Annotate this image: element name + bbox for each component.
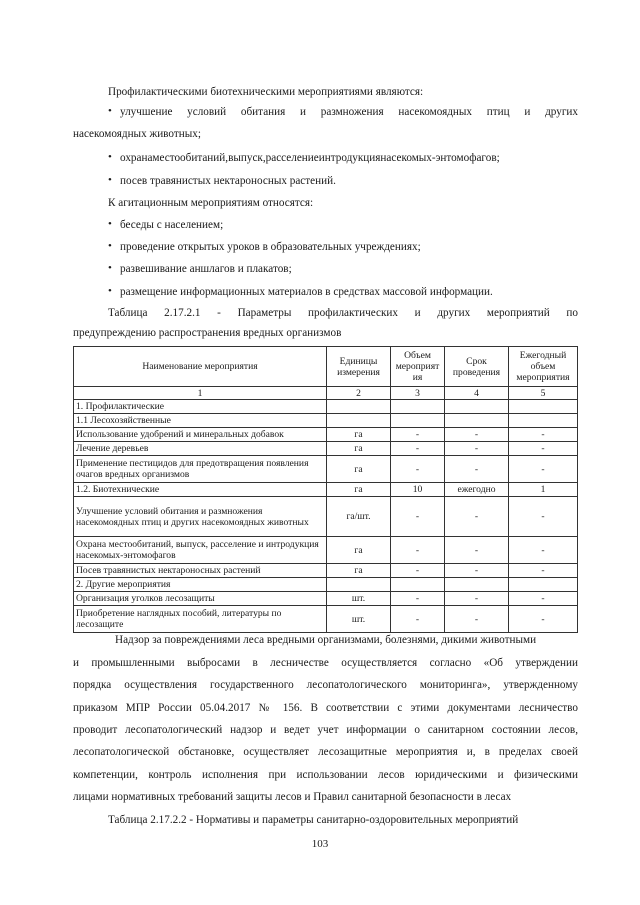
header-units: Единицы измерения bbox=[327, 347, 391, 387]
table1-caption-continuation: предупреждению распространения вредных организмов bbox=[73, 327, 342, 339]
cell-units: шт. bbox=[327, 592, 391, 606]
bullet-text: улучшение условий обитания и размножения насекомоядных птиц и других bbox=[120, 106, 578, 118]
table-row bbox=[74, 428, 578, 442]
cell-name: 2. Другие мероприятия bbox=[74, 578, 327, 592]
paragraph-line: и промышленными выбросами в лесничестве осуществляется согласно «Об утверждении bbox=[73, 657, 578, 669]
paragraph-line: лицами нормативных требований защиты лесов и Правил санитарной безопасности в лесах bbox=[73, 791, 512, 803]
cell-volume: - bbox=[391, 606, 445, 633]
page-number: 103 bbox=[311, 838, 329, 850]
cell-term: - bbox=[445, 497, 509, 537]
cell-units: га bbox=[327, 564, 391, 578]
cell-volume: 10 bbox=[391, 483, 445, 497]
table-row bbox=[74, 497, 578, 537]
table-row bbox=[74, 564, 578, 578]
cell-annual: - bbox=[509, 497, 578, 537]
cell-annual: - bbox=[509, 456, 578, 483]
cell-volume: - bbox=[391, 442, 445, 456]
paragraph-line: приказом МПР России 05.04.2017 № 156. В соответствии с этими документами лесничество bbox=[73, 702, 578, 714]
cell-volume bbox=[391, 414, 445, 428]
paragraph-line: порядка осуществления государственного лесопатологического мониторинга», утвержденному bbox=[73, 679, 578, 691]
cell-term bbox=[445, 400, 509, 414]
cell-term: - bbox=[445, 592, 509, 606]
table2-caption: Таблица 2.17.2.2 - Нормативы и параметры санитарно-оздоровительных мероприятий bbox=[108, 814, 519, 826]
column-number: 5 bbox=[509, 387, 578, 400]
table-header-row bbox=[74, 347, 578, 387]
cell-name: 1. Профилактические bbox=[74, 400, 327, 414]
bullet-marker: • bbox=[108, 174, 112, 186]
cell-units bbox=[327, 400, 391, 414]
cell-volume: - bbox=[391, 564, 445, 578]
paragraph-line: компетенции, контроль исполнения при использовании лесов юридическими и физическими bbox=[73, 769, 578, 781]
cell-volume: - bbox=[391, 428, 445, 442]
header-volume: Объем мероприят ия bbox=[391, 347, 445, 387]
measures-table bbox=[73, 346, 578, 633]
cell-annual bbox=[509, 578, 578, 592]
paragraph-line: лесопатологической обстановке, осуществляет лесозащитные мероприятия и, в пределах своей bbox=[73, 746, 578, 758]
cell-annual: - bbox=[509, 537, 578, 564]
bullet-marker: • bbox=[108, 262, 112, 274]
header-term: Срок проведения bbox=[445, 347, 509, 387]
cell-units bbox=[327, 414, 391, 428]
header-name: Наименование мероприятия bbox=[74, 347, 327, 387]
bullet-marker: • bbox=[108, 285, 112, 297]
cell-volume: - bbox=[391, 497, 445, 537]
cell-term: - bbox=[445, 442, 509, 456]
column-number: 1 bbox=[74, 387, 327, 400]
cell-term: ежегодно bbox=[445, 483, 509, 497]
cell-name: Организация уголков лесозащиты bbox=[74, 592, 327, 606]
paragraph-line: Надзор за повреждениями леса вредными организмами, болезнями, дикими животными bbox=[115, 634, 537, 646]
cell-term: - bbox=[445, 537, 509, 564]
cell-annual bbox=[509, 414, 578, 428]
paragraph-line: проводит лесопатологический надзор и ведет учет информации о санитарном состоянии лесов, bbox=[73, 724, 578, 736]
cell-units: га bbox=[327, 442, 391, 456]
cell-annual: - bbox=[509, 564, 578, 578]
cell-term: - bbox=[445, 456, 509, 483]
bullet-text: проведение открытых уроков в образовательных учреждениях; bbox=[120, 241, 421, 253]
bullet-text: охранаместообитаний,выпуск,расселениеинтродукциянасекомых-энтомофагов; bbox=[120, 152, 500, 164]
cell-name: 1.1 Лесохозяйственные bbox=[74, 414, 327, 428]
table-row bbox=[74, 578, 578, 592]
cell-term bbox=[445, 578, 509, 592]
table-row bbox=[74, 606, 578, 633]
bullet-marker: • bbox=[108, 218, 112, 230]
cell-name: Использование удобрений и минеральных добавок bbox=[74, 428, 327, 442]
column-number: 3 bbox=[391, 387, 445, 400]
column-number: 4 bbox=[445, 387, 509, 400]
cell-units: га bbox=[327, 456, 391, 483]
cell-volume: - bbox=[391, 592, 445, 606]
cell-units: га bbox=[327, 428, 391, 442]
cell-name: Лечение деревьев bbox=[74, 442, 327, 456]
agitation-intro: К агитационным мероприятиям относятся: bbox=[108, 197, 314, 209]
table-row bbox=[74, 456, 578, 483]
cell-term bbox=[445, 414, 509, 428]
bullet-text: размещение информационных материалов в средствах массовой информации. bbox=[120, 286, 493, 298]
bullet-text-continuation: насекомоядных животных; bbox=[73, 128, 201, 140]
cell-term: - bbox=[445, 564, 509, 578]
cell-name: 1.2. Биотехнические bbox=[74, 483, 327, 497]
cell-annual: - bbox=[509, 592, 578, 606]
cell-units: га bbox=[327, 537, 391, 564]
bullet-text: посев травянистых нектароносных растений. bbox=[120, 175, 336, 187]
cell-volume bbox=[391, 400, 445, 414]
cell-name: Приобретение наглядных пособий, литературы по лесозащите bbox=[74, 606, 327, 633]
cell-units: га/шт. bbox=[327, 497, 391, 537]
column-number: 2 bbox=[327, 387, 391, 400]
cell-name: Охрана местообитаний, выпуск, расселение и интродукция насекомых-энтомофагов bbox=[74, 537, 327, 564]
cell-annual: 1 bbox=[509, 483, 578, 497]
column-number-row bbox=[74, 387, 578, 400]
bullet-marker: • bbox=[108, 240, 112, 252]
intro-text: Профилактическими биотехническими мероприятиями являются: bbox=[108, 86, 424, 98]
table-row bbox=[74, 400, 578, 414]
cell-name: Применение пестицидов для предотвращения появления очагов вредных организмов bbox=[74, 456, 327, 483]
cell-name: Посев травянистых нектароносных растений bbox=[74, 564, 327, 578]
cell-term: - bbox=[445, 606, 509, 633]
table1-caption: Таблица 2.17.2.1 - Параметры профилактических и других мероприятий по bbox=[108, 307, 578, 319]
cell-term: - bbox=[445, 428, 509, 442]
cell-name: Улучшение условий обитания и размножения насекомоядных птиц и других насекомоядных животных bbox=[74, 497, 327, 537]
bullet-marker: • bbox=[108, 105, 112, 117]
cell-volume bbox=[391, 578, 445, 592]
table-row bbox=[74, 537, 578, 564]
header-annual: Ежегодный объем мероприятия bbox=[509, 347, 578, 387]
table-row bbox=[74, 592, 578, 606]
bullet-marker: • bbox=[108, 151, 112, 163]
cell-volume: - bbox=[391, 537, 445, 564]
bullet-text: беседы с населением; bbox=[120, 219, 224, 231]
bullet-text: развешивание аншлагов и плакатов; bbox=[120, 263, 292, 275]
cell-units: шт. bbox=[327, 606, 391, 633]
cell-units bbox=[327, 578, 391, 592]
cell-annual bbox=[509, 400, 578, 414]
cell-annual: - bbox=[509, 606, 578, 633]
table-row bbox=[74, 483, 578, 497]
cell-annual: - bbox=[509, 428, 578, 442]
cell-volume: - bbox=[391, 456, 445, 483]
cell-annual: - bbox=[509, 442, 578, 456]
cell-units: га bbox=[327, 483, 391, 497]
table-row bbox=[74, 414, 578, 428]
table-row bbox=[74, 442, 578, 456]
